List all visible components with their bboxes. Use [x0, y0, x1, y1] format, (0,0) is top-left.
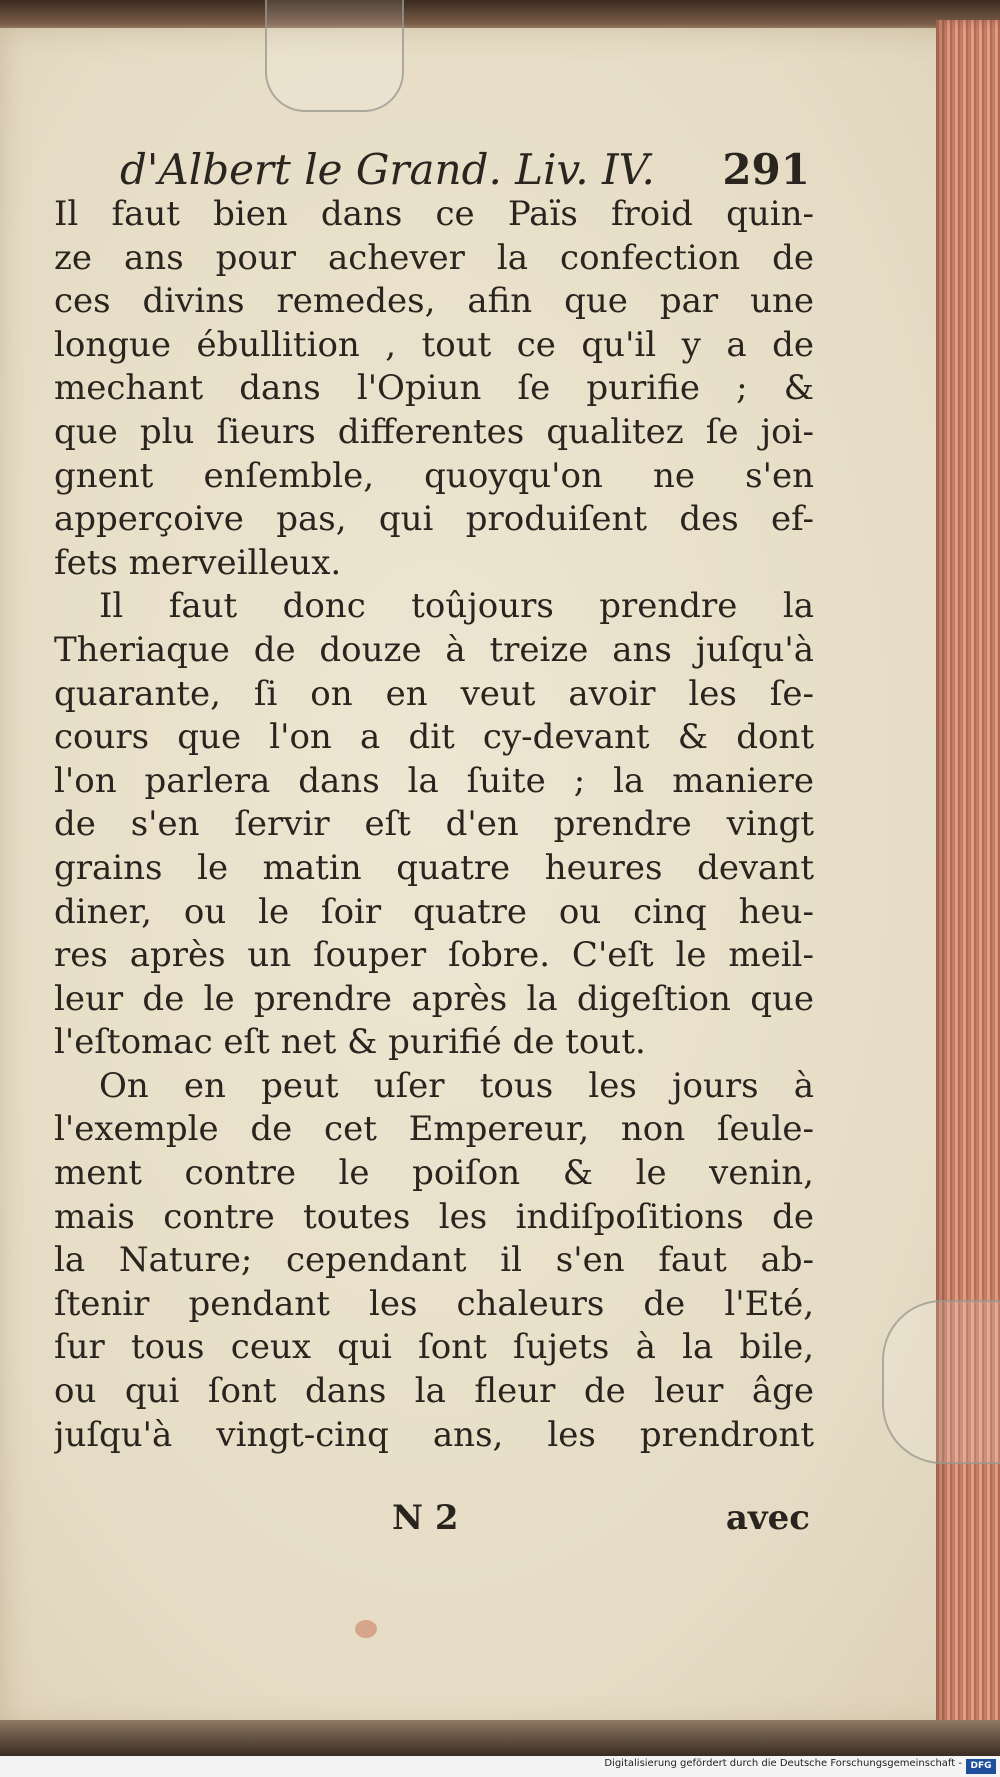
text-line: l'on parlera dans la ſuite ; la maniere: [54, 760, 814, 801]
page-clip-top: [265, 0, 404, 112]
text-line: apperçoive pas, qui produiſent des ef-: [54, 499, 814, 540]
text-line: ze ans pour achever la confection de: [54, 237, 814, 278]
text-line: mechant dans l'Opiun ſe purifie ; &: [54, 368, 814, 409]
digitization-credit: Digitalisierung gefördert durch die Deutsche Forschungsgemeinschaft -: [604, 1758, 962, 1769]
text-line: Il faut bien dans ce Païs froid quin-: [54, 194, 814, 234]
text-line: ou qui ſont dans la fleur de leur âge: [54, 1371, 814, 1412]
ink-stain: [355, 1620, 377, 1638]
book-fore-edge: [936, 20, 1000, 1735]
text-line: Theriaque de douze à treize ans juſqu'à: [54, 629, 814, 670]
text-line: res après un ſouper ſobre. C'eſt le meil-: [54, 935, 814, 976]
text-line: leur de le prendre après la digeſtion que: [54, 978, 814, 1019]
text-line: ſur tous ceux qui ſont ſujets à la bile,: [54, 1327, 814, 1368]
text-line: l'exemple de cet Empereur, non ſeule-: [54, 1109, 814, 1150]
text-line: ces divins remedes, afin que par une: [54, 281, 814, 322]
page-number: 291: [722, 145, 810, 194]
text-line: l'eſtomac eſt net & purifié de tout.: [54, 1022, 646, 1063]
text-line: quarante, ſi on en veut avoir les ſe-: [54, 673, 814, 714]
text-line: ment contre le poiſon & le venin,: [54, 1153, 814, 1194]
text-line: fets merveilleux.: [54, 542, 342, 583]
book-bottom-edge: [0, 1720, 1000, 1756]
text-line: mais contre toutes les indiſpoſitions de: [54, 1196, 814, 1237]
text-line: juſqu'à vingt-cinq ans, les prendront: [54, 1414, 814, 1455]
body-text: [54, 193, 814, 1457]
text-line: grains le matin quatre heures devant: [54, 847, 814, 888]
page-footer: [380, 1495, 810, 1541]
text-line: Il faut donc toûjours prendre la: [99, 586, 814, 627]
text-line: On en peut uſer tous les jours à: [99, 1065, 814, 1106]
dfg-logo: DFG: [966, 1759, 996, 1774]
text-line: cours que l'on a dit cy-devant & dont: [54, 717, 814, 758]
catchword: avec: [725, 1498, 810, 1538]
text-line: ſtenir pendant les chaleurs de l'Eté,: [54, 1283, 814, 1324]
signature-mark: N 2: [392, 1498, 459, 1538]
text-line: que plu ſieurs differentes qualitez ſe joi-: [54, 411, 814, 452]
running-title: d'Albert le Grand. Liv. IV.: [120, 145, 655, 194]
text-line: gnent enſemble, quoyqu'on ne s'en: [54, 455, 814, 496]
text-line: longue ébullition , tout ce qu'il y a de: [54, 324, 814, 365]
text-line: la Nature; cependant il s'en faut ab-: [54, 1240, 814, 1281]
text-line: de s'en ſervir eſt d'en prendre vingt: [54, 804, 814, 845]
page-clip-right: [882, 1300, 1000, 1464]
text-line: diner, ou le ſoir quatre ou cinq heu-: [54, 891, 814, 932]
